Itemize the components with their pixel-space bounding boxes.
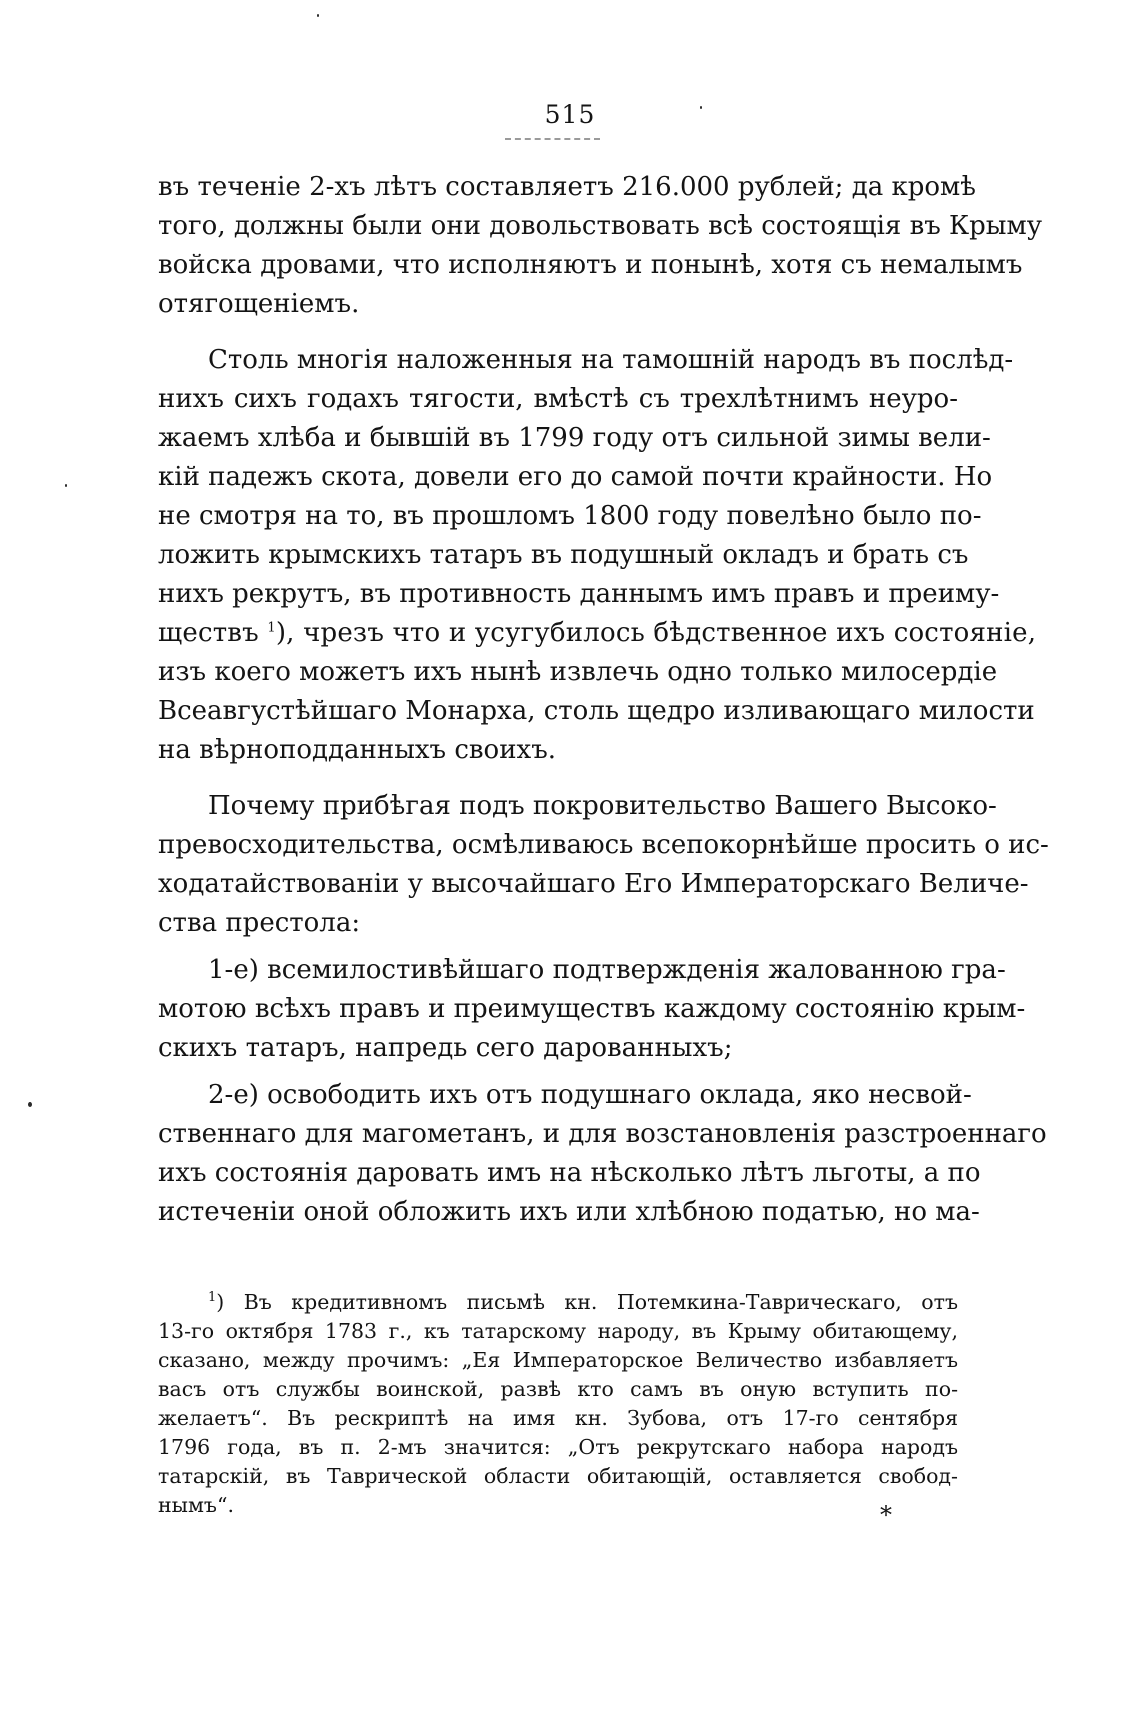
scan-speck — [65, 484, 67, 487]
text-line: Почему прибѣгая подъ покровительство Вашего Высоко- — [208, 791, 997, 821]
text-line: ходатайствованіи у высочайшаго Его Императорскаго Величе- — [158, 869, 1029, 899]
text-line-tail: ), чрезъ что и усугубилось бѣдственное ихъ состояніе, — [275, 618, 1037, 648]
text-line — [158, 614, 1037, 653]
page-number: 515 — [544, 100, 596, 129]
text-line: въ теченіе 2-хъ лѣтъ составляетъ 216.000 рублей; да кромѣ — [158, 172, 976, 202]
footnote-marker: 1 — [208, 1290, 217, 1306]
text-line: 2-е) освободить ихъ отъ подушнаго оклада, яко несвой- — [208, 1080, 972, 1110]
footnote-line: нымъ“. — [158, 1493, 234, 1517]
text-line: изъ коего можетъ ихъ нынѣ извлечь одно только милосердіе — [158, 657, 998, 687]
footnote-line — [158, 1288, 958, 1317]
text-line: 1-е) всемилостивѣйшаго подтвержденія жалованною гра- — [208, 955, 1006, 985]
footnote-line-text: ) Въ кредитивномъ письмѣ кн. Потемкина-Таврическаго, отъ — [216, 1290, 958, 1314]
text-line: истеченіи оной обложить ихъ или хлѣбною податью, но ма- — [158, 1197, 980, 1227]
text-line: кій падежъ скота, довели его до самой почти крайности. Но — [158, 462, 993, 492]
footnote-reference: 1 — [267, 620, 276, 636]
text-line: ства престола: — [158, 908, 361, 938]
text-line: скихъ татаръ, напредь сего дарованныхъ; — [158, 1033, 733, 1063]
text-line: нихъ рекрутъ, въ противность даннымъ имъ правъ и преиму- — [158, 579, 1000, 609]
footnote — [158, 1288, 958, 1520]
page-number-rule — [505, 138, 600, 140]
text-line: Всеавгустѣйшаго Монарха, столь щедро изливающаго милости — [158, 696, 1035, 726]
text-line: не смотря на то, въ прошломъ 1800 году повелѣно было по- — [158, 501, 982, 531]
footnote-line: васъ отъ службы воинской, развѣ кто самъ въ оную вступить по- — [158, 1377, 958, 1401]
text-line-head: ществъ — [158, 618, 259, 648]
scan-speck — [700, 106, 702, 109]
footnote-line: 1796 года, въ п. 2-мъ значится: „Отъ рекрутскаго набора народъ — [158, 1435, 958, 1459]
text-line: мотою всѣхъ правъ и преимуществъ каждому состоянію крым- — [158, 994, 1026, 1024]
text-line: превосходительства, осмѣливаюсь всепокорнѣйше просить о ис- — [158, 830, 1049, 860]
footnote-line: 13-го октября 1783 г., къ татарскому народу, въ Крыму обитающему, — [158, 1319, 958, 1343]
scan-speck — [317, 14, 319, 17]
text-line: Столь многія наложенныя на тамошній народъ въ послѣд- — [208, 345, 1014, 375]
paragraph-continuation — [158, 168, 1042, 324]
paragraph-burdens — [158, 341, 1037, 770]
text-line: ихъ состоянія даровать имъ на нѣсколько лѣтъ льготы, а по — [158, 1158, 981, 1188]
footnote-line: татарскій, въ Таврической области обитающій, оставляется свобод- — [158, 1464, 958, 1488]
text-line: отягощеніемъ. — [158, 289, 360, 319]
paragraph-item-2 — [158, 1076, 1047, 1232]
text-line: нихъ сихъ годахъ тягости, вмѣстѣ съ трехлѣтнимъ неуро- — [158, 384, 958, 414]
footnote-line: сказано, между прочимъ: „Ея Императорское Величество избавляетъ — [158, 1348, 958, 1372]
text-line: ственнаго для магометанъ, и для возстановленія разстроеннаго — [158, 1119, 1047, 1149]
text-line: на вѣрноподданныхъ своихъ. — [158, 735, 557, 765]
footnote-line: желаетъ“. Въ рескриптѣ на имя кн. Зубова, отъ 17-го сентября — [158, 1406, 958, 1430]
scan-speck — [28, 1102, 32, 1107]
signature-mark: * — [880, 1501, 892, 1529]
main-text — [158, 168, 1049, 1232]
text-line: войска дровами, что исполняютъ и понынѣ, хотя съ немалымъ — [158, 250, 1023, 280]
text-line: жаемъ хлѣба и бывшій въ 1799 году отъ сильной зимы вели- — [158, 423, 991, 453]
paragraph-item-1 — [158, 951, 1026, 1068]
text-line: того, должны были они довольствовать всѣ состоящія въ Крыму — [158, 211, 1042, 241]
paragraph-petition — [158, 787, 1049, 943]
text-line: ложить крымскихъ татаръ въ подушный окладъ и брать съ — [158, 540, 969, 570]
